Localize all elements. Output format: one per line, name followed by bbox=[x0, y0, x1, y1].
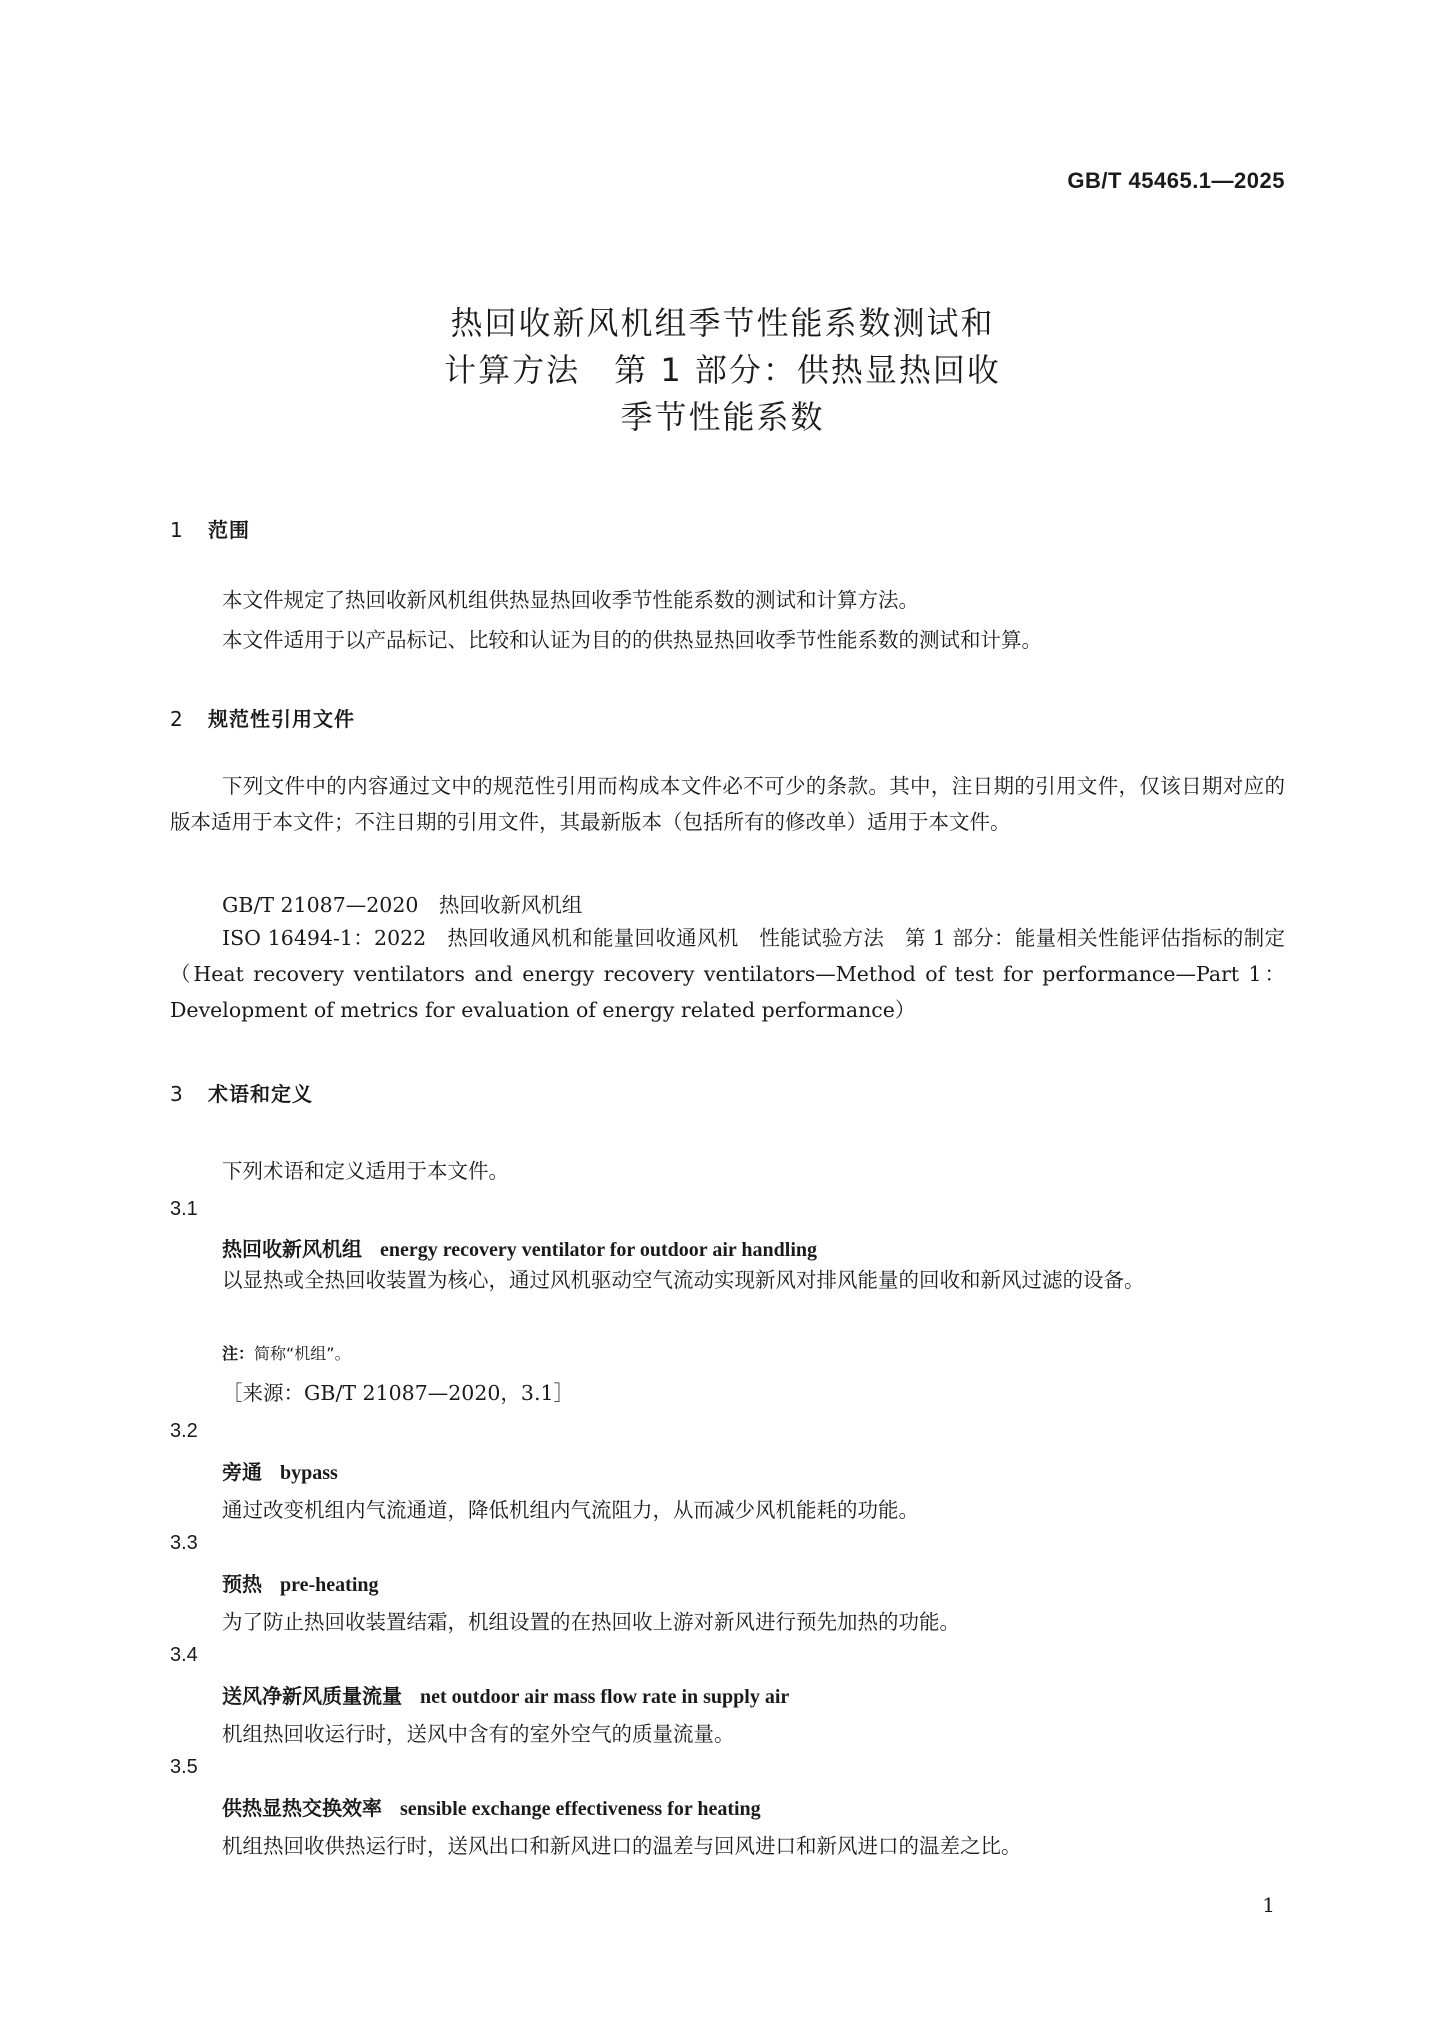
term-chinese: 旁通 bbox=[222, 1460, 262, 1484]
section-1-heading bbox=[170, 514, 250, 543]
section-3-heading bbox=[170, 1078, 313, 1107]
section-2-para-1: 下列文件中的内容通过文中的规范性引用而构成本文件必不可少的条款。其中，注日期的引用文件，仅该日期对应的版本适用于本文件；不注日期的引用文件，其最新版本（包括所有的修改单）适用于本文件。 bbox=[170, 774, 1285, 834]
document-title-line-1: 热回收新风机组季节性能系数测试和 bbox=[450, 304, 995, 342]
normative-reference-1: GB/T 21087—2020 热回收新风机组 bbox=[222, 893, 583, 917]
term-definition: 机组热回收运行时，送风中含有的室外空气的质量流量。 bbox=[222, 1722, 735, 1746]
term-note bbox=[222, 1341, 351, 1364]
section-1-title: 范围 bbox=[208, 518, 250, 542]
term-english: energy recovery ventilator for outdoor air handling bbox=[380, 1239, 818, 1261]
term-definition: 为了防止热回收装置结霜，机组设置的在热回收上游对新风进行预先加热的功能。 bbox=[222, 1610, 960, 1634]
section-2-heading bbox=[170, 703, 355, 732]
document-title-line-2: 计算方法 第 1 部分：供热显热回收 bbox=[444, 351, 1001, 389]
document-title-line-3: 季节性能系数 bbox=[620, 398, 825, 436]
normative-reference-2: ISO 16494-1：2022 热回收通风机和能量回收通风机 性能试验方法 第 1 部分：能量相关性能评估指标的制定（Heat recovery ventilators and energy recovery ventilators—Method of test for performance—Part 1：Development of metrics for evaluation of energy related performance） bbox=[170, 926, 1285, 1022]
term-chinese: 送风净新风质量流量 bbox=[222, 1684, 402, 1708]
section-1-para-1: 本文件规定了热回收新风机组供热显热回收季节性能系数的测试和计算方法。 bbox=[222, 588, 919, 612]
term-heading bbox=[222, 1568, 379, 1597]
standard-number: GB/T 45465.1—2025 bbox=[1067, 168, 1285, 193]
section-2-number: 2 bbox=[170, 707, 184, 731]
term-english: bypass bbox=[280, 1462, 338, 1484]
section-3-number: 3 bbox=[170, 1082, 184, 1106]
term-number: 3.4 bbox=[170, 1644, 198, 1666]
term-chinese: 热回收新风机组 bbox=[222, 1237, 362, 1261]
section-2-title: 规范性引用文件 bbox=[208, 707, 355, 731]
term-english: pre-heating bbox=[280, 1574, 379, 1596]
term-heading bbox=[222, 1233, 817, 1262]
section-3-title: 术语和定义 bbox=[208, 1082, 313, 1106]
term-source: ［来源：GB/T 21087—2020，3.1］ bbox=[222, 1381, 575, 1405]
term-chinese: 预热 bbox=[222, 1572, 262, 1596]
term-english: sensible exchange effectiveness for heating bbox=[400, 1798, 761, 1820]
term-definition: 通过改变机组内气流通道，降低机组内气流阻力，从而减少风机能耗的功能。 bbox=[222, 1498, 919, 1522]
page-number: 1 bbox=[1262, 1893, 1275, 1917]
section-1-para-2: 本文件适用于以产品标记、比较和认证为目的的供热显热回收季节性能系数的测试和计算。 bbox=[222, 628, 1042, 652]
term-number: 3.5 bbox=[170, 1756, 198, 1778]
term-definition: 机组热回收供热运行时，送风出口和新风进口的温差与回风进口和新风进口的温差之比。 bbox=[222, 1834, 1022, 1858]
term-english: net outdoor air mass flow rate in supply air bbox=[420, 1686, 790, 1708]
term-definition: 以显热或全热回收装置为核心，通过风机驱动空气流动实现新风对排风能量的回收和新风过滤的设备。 bbox=[222, 1268, 1145, 1292]
term-number: 3.2 bbox=[170, 1420, 198, 1442]
note-label: 注： bbox=[222, 1344, 255, 1363]
term-heading bbox=[222, 1456, 338, 1485]
section-3-intro: 下列术语和定义适用于本文件。 bbox=[222, 1159, 509, 1183]
term-number: 3.3 bbox=[170, 1532, 198, 1554]
term-heading bbox=[222, 1792, 761, 1821]
term-heading bbox=[222, 1680, 789, 1709]
note-text: 简称“机组”。 bbox=[254, 1344, 351, 1363]
term-chinese: 供热显热交换效率 bbox=[222, 1796, 382, 1820]
term-number: 3.1 bbox=[170, 1198, 198, 1220]
section-1-number: 1 bbox=[170, 518, 184, 542]
